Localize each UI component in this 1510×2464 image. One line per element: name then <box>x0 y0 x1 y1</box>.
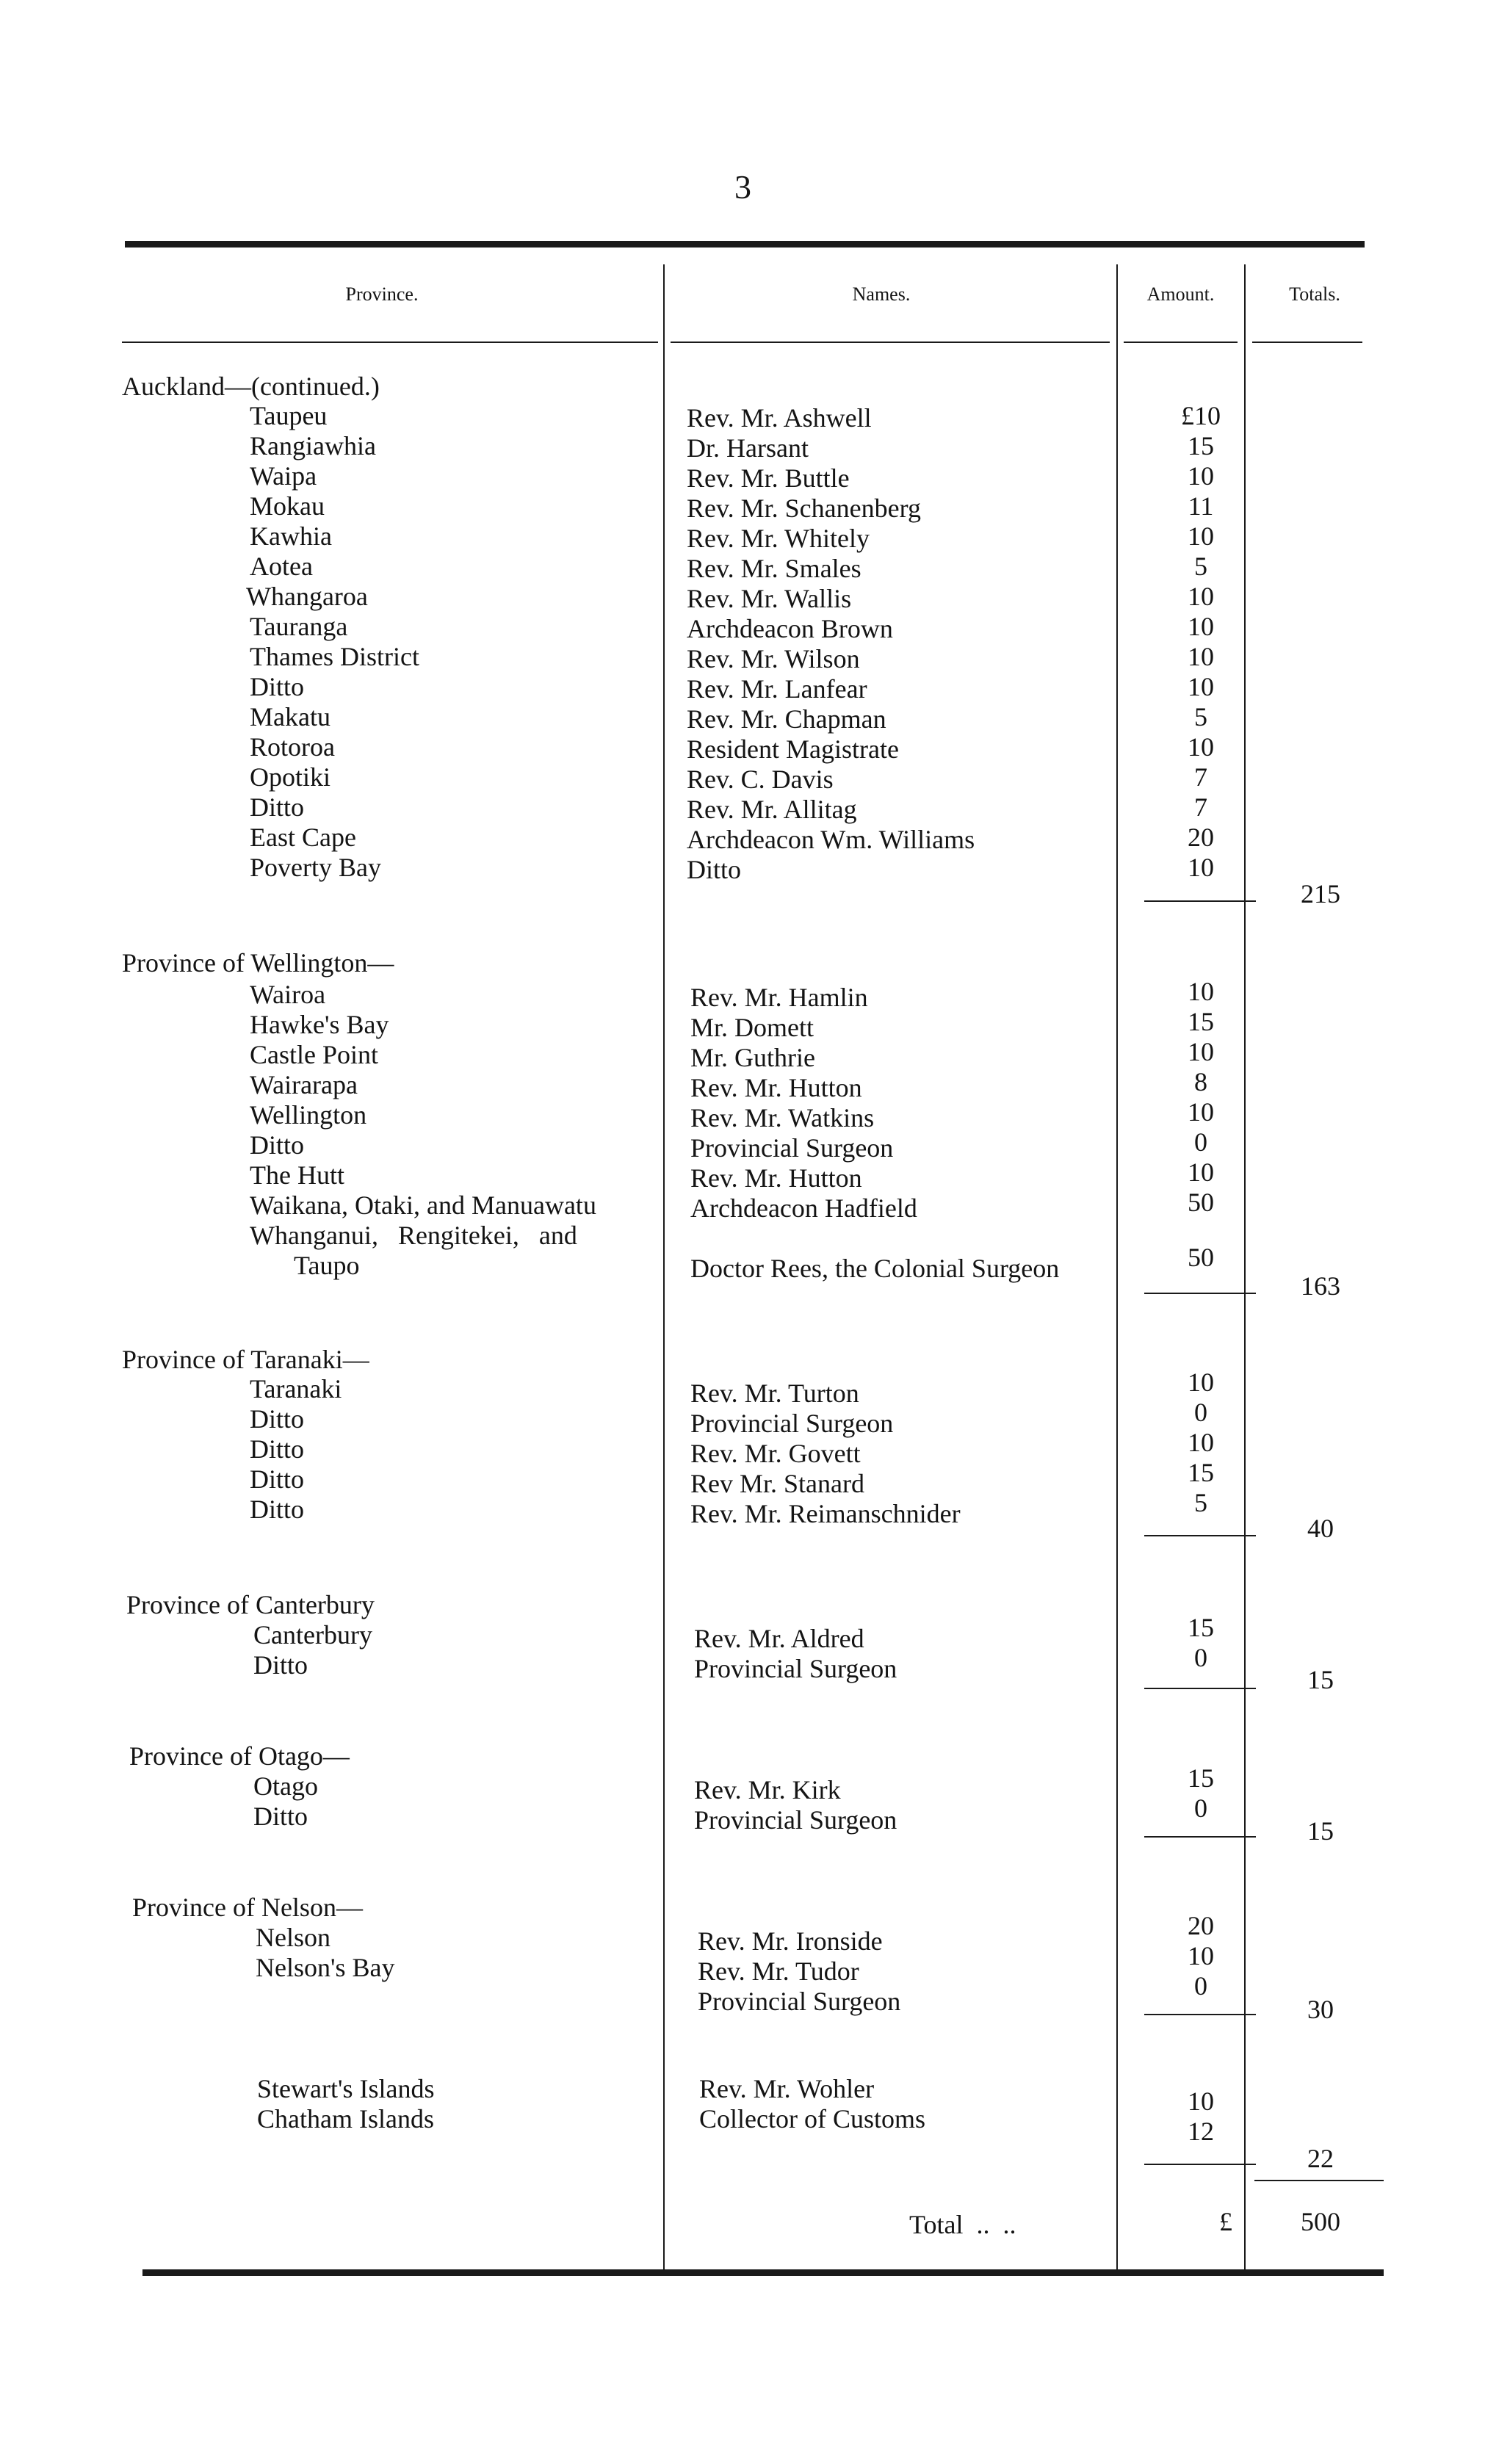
amount-cell: 5 <box>1194 702 1207 731</box>
section-heading: Province of Otago— <box>129 1741 350 1771</box>
place-cell: The Hutt <box>250 1160 344 1190</box>
name-cell: Resident Magistrate <box>687 734 899 764</box>
grand-total-currency: £ <box>1219 2207 1232 2236</box>
amount-cell: 20 <box>1188 823 1214 852</box>
place-cell: Ditto <box>253 1650 308 1680</box>
amount-cell: 15 <box>1188 1763 1214 1793</box>
header-rule <box>671 342 1110 343</box>
totals-rule <box>1254 2180 1384 2181</box>
place-cell: Canterbury <box>253 1620 372 1650</box>
amount-cell: £10 <box>1181 401 1221 430</box>
amount-cell: 50 <box>1188 1188 1214 1217</box>
name-cell: Rev. Mr. Whitely <box>687 524 870 553</box>
amount-cell: 10 <box>1188 642 1214 671</box>
section-heading: Province of Wellington— <box>122 948 394 978</box>
place-cell: Whangaroa <box>246 582 368 611</box>
section-total: 15 <box>1307 1665 1334 1694</box>
amount-cell: 50 <box>1188 1243 1214 1272</box>
amount-cell: 10 <box>1188 582 1214 611</box>
section-total: 163 <box>1301 1271 1340 1301</box>
amount-cell: 15 <box>1188 1458 1214 1487</box>
amount-cell: 7 <box>1194 762 1207 792</box>
subtotal-rule <box>1144 900 1256 902</box>
amount-cell: 20 <box>1188 1911 1214 1940</box>
subtotal-rule <box>1144 1535 1256 1536</box>
name-cell: Rev. Mr. Hamlin <box>690 983 868 1012</box>
amount-cell: 10 <box>1188 461 1214 491</box>
subtotal-rule <box>1144 2164 1256 2165</box>
section-total: 22 <box>1307 2144 1334 2173</box>
name-cell: Rev. Mr. Wilson <box>687 644 860 673</box>
amount-cell: 7 <box>1194 792 1207 822</box>
place-cell: Aotea <box>250 552 313 581</box>
section-heading: Province of Taranaki— <box>122 1345 369 1374</box>
header-province: Province. <box>345 283 419 305</box>
subtotal-rule <box>1144 1293 1256 1294</box>
amount-cell: 10 <box>1188 977 1214 1006</box>
place-cell: Hawke's Bay <box>250 1010 389 1039</box>
place-cell: Whanganui, Rengitekei, and <box>250 1221 577 1250</box>
place-cell: East Cape <box>250 823 356 852</box>
header-rule <box>1252 342 1362 343</box>
name-cell: Dr. Harsant <box>687 433 809 463</box>
place-cell: Mokau <box>250 491 325 521</box>
place-cell: Taupo <box>294 1251 360 1280</box>
amount-cell: 11 <box>1188 491 1214 521</box>
place-cell: Wellington <box>250 1100 367 1130</box>
name-cell: Rev. Mr. Schanenberg <box>687 494 921 523</box>
name-cell: Rev. C. Davis <box>687 765 834 794</box>
section-total: 215 <box>1301 879 1340 908</box>
amount-cell: 8 <box>1194 1067 1207 1096</box>
name-cell: Provincial Surgeon <box>694 1654 897 1683</box>
top-rule <box>125 241 1365 248</box>
place-cell: Ditto <box>250 1495 305 1524</box>
name-cell: Rev. Mr. Wallis <box>687 584 852 613</box>
amount-cell: 5 <box>1194 1488 1207 1517</box>
section-total: 15 <box>1307 1816 1334 1846</box>
place-cell: Nelson <box>256 1923 330 1952</box>
name-cell: Provincial Surgeon <box>690 1409 894 1438</box>
name-cell: Rev. Mr. Turton <box>690 1379 859 1408</box>
subtotal-rule <box>1144 1836 1256 1838</box>
amount-cell: 0 <box>1194 1398 1207 1427</box>
name-cell: Provincial Surgeon <box>690 1133 894 1163</box>
amount-cell: 0 <box>1194 1971 1207 2001</box>
place-cell: Rotoroa <box>250 732 335 762</box>
subtotal-rule <box>1144 2014 1256 2015</box>
place-cell: Ditto <box>250 1434 305 1464</box>
amount-cell: 5 <box>1194 552 1207 581</box>
name-cell: Rev. Mr. Reimanschnider <box>690 1499 961 1528</box>
name-cell: Rev Mr. Stanard <box>690 1469 864 1498</box>
amount-cell: 10 <box>1188 521 1214 551</box>
header-names: Names. <box>852 283 911 305</box>
amount-cell: 15 <box>1188 1007 1214 1036</box>
amount-cell: 10 <box>1188 1157 1214 1187</box>
name-cell: Collector of Customs <box>699 2104 925 2134</box>
place-cell: Poverty Bay <box>250 853 381 882</box>
name-cell: Archdeacon Hadfield <box>690 1193 917 1223</box>
place-cell: Nelson's Bay <box>256 1953 395 1982</box>
header-rule <box>122 342 658 343</box>
name-cell: Archdeacon Wm. Williams <box>687 825 975 854</box>
amount-cell: 15 <box>1188 1613 1214 1642</box>
place-cell: Castle Point <box>250 1040 379 1069</box>
place-cell: Opotiki <box>250 762 331 792</box>
name-cell: Rev. Mr. Lanfear <box>687 674 867 704</box>
name-cell: Provincial Surgeon <box>698 1987 901 2016</box>
place-cell: Stewart's Islands <box>257 2074 435 2103</box>
amount-cell: 10 <box>1188 1428 1214 1457</box>
place-cell: Makatu <box>250 702 330 731</box>
place-cell: Wairoa <box>250 980 326 1009</box>
header-rule <box>1124 342 1238 343</box>
place-cell: Ditto <box>250 1404 305 1434</box>
name-cell: Rev. Mr. Kirk <box>694 1775 841 1804</box>
place-cell: Thames District <box>250 642 419 671</box>
place-cell: Waikana, Otaki, and Manuawatu <box>250 1191 596 1220</box>
place-cell: Otago <box>253 1771 318 1801</box>
bottom-rule <box>142 2269 1384 2276</box>
section-total: 40 <box>1307 1514 1334 1543</box>
amount-cell: 10 <box>1188 612 1214 641</box>
name-cell: Mr. Guthrie <box>690 1043 815 1072</box>
amount-cell: 0 <box>1194 1643 1207 1672</box>
place-cell: Ditto <box>250 672 305 701</box>
place-cell: Rangiawhia <box>250 431 376 460</box>
section-total: 30 <box>1307 1995 1334 2024</box>
amount-cell: 0 <box>1194 1793 1207 1823</box>
name-cell: Rev. Mr. Smales <box>687 554 861 583</box>
name-cell: Archdeacon Brown <box>687 614 893 643</box>
place-cell: Taranaki <box>250 1374 342 1403</box>
name-cell: Rev. Mr. Watkins <box>690 1103 875 1132</box>
amount-cell: 10 <box>1188 672 1214 701</box>
place-cell: Ditto <box>250 1130 305 1160</box>
column-divider <box>663 264 665 2273</box>
name-cell: Doctor Rees, the Colonial Surgeon <box>690 1254 1060 1283</box>
name-cell: Rev. Mr. Govett <box>690 1439 861 1468</box>
name-cell: Provincial Surgeon <box>694 1805 897 1835</box>
place-cell: Waipa <box>250 461 317 491</box>
name-cell: Rev. Mr. Wohler <box>699 2074 875 2103</box>
name-cell: Ditto <box>687 855 742 884</box>
name-cell: Rev. Mr. Hutton <box>690 1163 862 1193</box>
amount-cell: 10 <box>1188 732 1214 762</box>
place-cell: Ditto <box>253 1802 308 1831</box>
place-cell: Taupeu <box>250 401 328 430</box>
section-heading: Province of Nelson— <box>132 1893 363 1922</box>
place-cell: Ditto <box>250 1464 305 1494</box>
place-cell: Ditto <box>250 792 305 822</box>
name-cell: Rev. Mr. Ironside <box>698 1926 883 1956</box>
amount-cell: 0 <box>1194 1127 1207 1157</box>
section-heading: Auckland—(continued.) <box>122 372 380 401</box>
name-cell: Rev. Mr. Aldred <box>694 1624 864 1653</box>
column-divider <box>1116 264 1118 2273</box>
grand-total-label: Total .. .. <box>909 2210 1016 2239</box>
place-cell: Chatham Islands <box>257 2104 434 2134</box>
place-cell: Wairarapa <box>250 1070 358 1099</box>
amount-cell: 10 <box>1188 853 1214 882</box>
name-cell: Mr. Domett <box>690 1013 814 1042</box>
amount-cell: 12 <box>1188 2117 1214 2146</box>
amount-cell: 10 <box>1188 1037 1214 1066</box>
name-cell: Rev. Mr. Tudor <box>698 1957 859 1986</box>
page-number: 3 <box>734 168 751 206</box>
header-amount: Amount. <box>1146 283 1215 305</box>
grand-total-value: 500 <box>1301 2207 1340 2236</box>
place-cell: Tauranga <box>250 612 348 641</box>
header-totals: Totals. <box>1289 283 1340 305</box>
amount-cell: 10 <box>1188 1368 1214 1397</box>
place-cell: Kawhia <box>250 521 332 551</box>
name-cell: Rev. Mr. Hutton <box>690 1073 862 1102</box>
amount-cell: 10 <box>1188 2087 1214 2116</box>
name-cell: Rev. Mr. Allitag <box>687 795 857 824</box>
name-cell: Rev. Mr. Chapman <box>687 704 886 734</box>
subtotal-rule <box>1144 1688 1256 1689</box>
name-cell: Rev. Mr. Ashwell <box>687 403 872 433</box>
name-cell: Rev. Mr. Buttle <box>687 463 850 493</box>
amount-cell: 10 <box>1188 1941 1214 1970</box>
section-heading: Province of Canterbury <box>126 1590 375 1619</box>
amount-cell: 10 <box>1188 1097 1214 1127</box>
amount-cell: 15 <box>1188 431 1214 460</box>
